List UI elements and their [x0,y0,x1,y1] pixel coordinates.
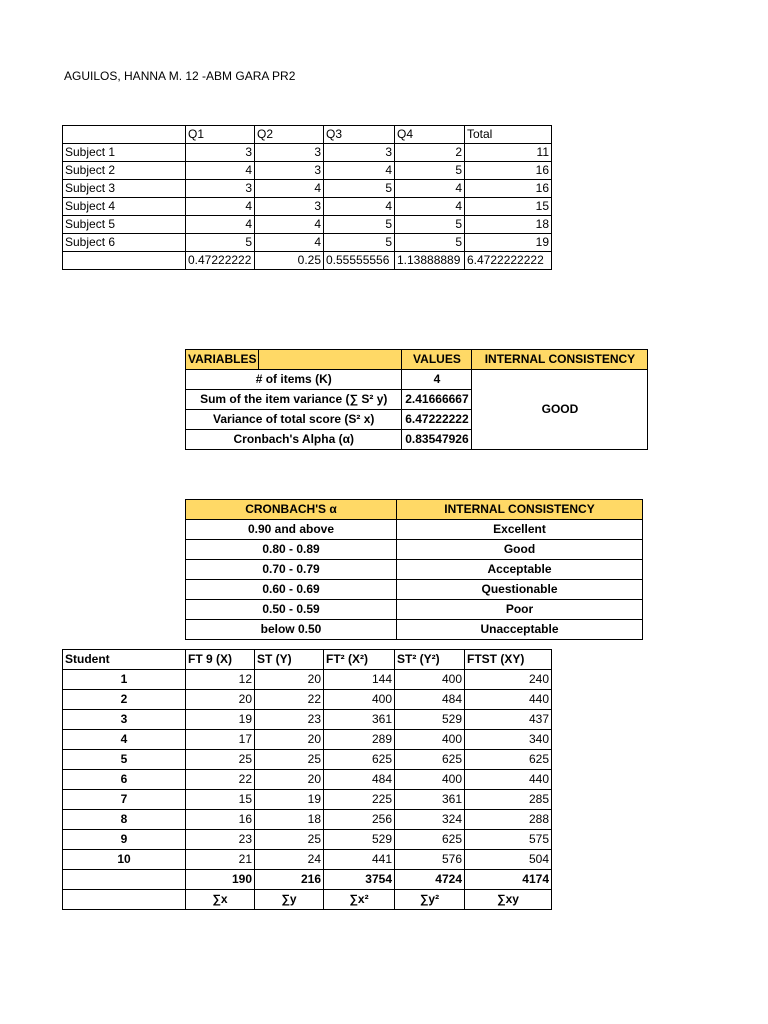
total-cell: 4174 [465,870,552,890]
subject-label: Subject 5 [63,216,186,234]
consistency-label: Acceptable [397,560,643,580]
score-cell: 4 [186,198,255,216]
score-cell: 4 [186,162,255,180]
sum-symbol: ∑x² [324,890,395,910]
header-cell: FT 9 (X) [186,650,255,670]
table-header-row [63,126,552,144]
score-cell: 4 [395,180,465,198]
score-cell: 3 [324,144,395,162]
data-cell: 225 [324,790,395,810]
data-cell: 361 [324,710,395,730]
score-cell: 4 [255,180,324,198]
alpha-range: below 0.50 [186,620,397,640]
sum-symbol: ∑xy [465,890,552,910]
score-cell: 3 [255,198,324,216]
consistency-label: Excellent [397,520,643,540]
alpha-range: 0.90 and above [186,520,397,540]
sum-symbol: ∑x [186,890,255,910]
total-cell: 216 [255,870,324,890]
score-cell: 4 [395,198,465,216]
data-cell: 529 [324,830,395,850]
data-cell: 340 [465,730,552,750]
subject-label: Subject 3 [63,180,186,198]
subject-label: Subject 1 [63,144,186,162]
table-row [186,580,643,600]
total-cell: 11 [465,144,552,162]
table-row [63,730,552,750]
table-row [63,234,552,252]
table-row [63,690,552,710]
table-row [63,790,552,810]
data-cell: 400 [395,670,465,690]
data-cell: 575 [465,830,552,850]
score-cell: 4 [324,162,395,180]
header-cell: ST² (Y²) [395,650,465,670]
student-number: 3 [63,710,186,730]
data-cell: 20 [255,670,324,690]
data-cell: 441 [324,850,395,870]
subject-label: Subject 2 [63,162,186,180]
document-header: AGUILOS, HANNA M. 12 -ABM GARA PR2 [64,69,296,83]
score-cell: 2 [395,144,465,162]
header-cell: Q1 [186,126,255,144]
table-row [186,560,643,580]
variance-cell: 0.47222222 [186,252,255,270]
variable-label: Cronbach's Alpha (α) [186,430,402,450]
data-cell: 240 [465,670,552,690]
subject-label: Subject 6 [63,234,186,252]
data-cell: 625 [324,750,395,770]
empty-cell [63,890,186,910]
data-cell: 19 [186,710,255,730]
header-cell: CRONBACH'S α [186,500,397,520]
sum-symbol: ∑y² [395,890,465,910]
data-cell: 20 [255,730,324,750]
total-cell: 18 [465,216,552,234]
score-cell: 4 [255,234,324,252]
header-cell: Total [465,126,552,144]
header-cell: FTST (XY) [465,650,552,670]
student-number: 7 [63,790,186,810]
header-cell: INTERNAL CONSISTENCY [472,350,648,370]
data-cell: 144 [324,670,395,690]
empty-cell [63,870,186,890]
value-cell: 0.83547926 [402,430,472,450]
score-cell: 5 [395,162,465,180]
consistency-label: Questionable [397,580,643,600]
score-cell: 4 [324,198,395,216]
alpha-range: 0.80 - 0.89 [186,540,397,560]
header-cell: ST (Y) [255,650,324,670]
data-cell: 625 [465,750,552,770]
data-cell: 484 [324,770,395,790]
student-number: 10 [63,850,186,870]
variance-cell: 1.13888889 [395,252,465,270]
data-cell: 437 [465,710,552,730]
student-scores-table [62,649,552,910]
data-cell: 20 [255,770,324,790]
header-cell: Q4 [395,126,465,144]
variable-label: Sum of the item variance (∑ S² y) [186,390,402,410]
data-cell: 21 [186,850,255,870]
data-cell: 285 [465,790,552,810]
table-row [63,750,552,770]
score-cell: 3 [255,144,324,162]
data-cell: 23 [186,830,255,850]
alpha-range: 0.60 - 0.69 [186,580,397,600]
cronbach-variables-table [185,349,648,450]
consistency-label: Unacceptable [397,620,643,640]
score-cell: 3 [255,162,324,180]
variance-row [63,252,552,270]
table-row [63,162,552,180]
header-cell: INTERNAL CONSISTENCY [397,500,643,520]
score-cell: 5 [395,234,465,252]
header-cell: Student [63,650,186,670]
data-cell: 576 [395,850,465,870]
table-row [63,180,552,198]
cronbach-scale-table [185,499,643,640]
data-cell: 625 [395,830,465,850]
subject-label: Subject 4 [63,198,186,216]
data-cell: 23 [255,710,324,730]
total-cell: 3754 [324,870,395,890]
data-cell: 625 [395,750,465,770]
data-cell: 289 [324,730,395,750]
variance-cell: 0.55555556 [324,252,395,270]
table-row [186,540,643,560]
consistency-result: GOOD [472,370,648,450]
score-cell: 5 [186,234,255,252]
data-cell: 25 [255,750,324,770]
header-cell: Q3 [324,126,395,144]
student-number: 9 [63,830,186,850]
student-number: 5 [63,750,186,770]
table-row [63,810,552,830]
data-cell: 19 [255,790,324,810]
data-cell: 400 [395,730,465,750]
score-cell: 5 [324,216,395,234]
table-row [186,370,648,390]
item-scores-table [62,125,552,270]
total-cell: 15 [465,198,552,216]
symbols-row [63,890,552,910]
table-row [186,600,643,620]
table-row [63,710,552,730]
data-cell: 440 [465,690,552,710]
data-cell: 25 [186,750,255,770]
header-cell [259,350,402,370]
score-cell: 3 [186,180,255,198]
table-row [63,216,552,234]
data-cell: 529 [395,710,465,730]
value-cell: 2.41666667 [402,390,472,410]
score-cell: 5 [324,234,395,252]
consistency-label: Good [397,540,643,560]
table-row [63,670,552,690]
variance-cell: 6.4722222222 [465,252,552,270]
total-cell: 16 [465,162,552,180]
data-cell: 24 [255,850,324,870]
empty-cell [63,252,186,270]
sum-symbol: ∑y [255,890,324,910]
data-cell: 440 [465,770,552,790]
student-number: 6 [63,770,186,790]
data-cell: 12 [186,670,255,690]
header-cell: FT² (X²) [324,650,395,670]
data-cell: 22 [255,690,324,710]
score-cell: 4 [186,216,255,234]
totals-row [63,870,552,890]
table-header-row [186,350,648,370]
table-row [63,770,552,790]
table-header-row [186,500,643,520]
header-cell: Q2 [255,126,324,144]
student-number: 8 [63,810,186,830]
table-row [63,198,552,216]
data-cell: 16 [186,810,255,830]
score-cell: 5 [324,180,395,198]
score-cell: 5 [395,216,465,234]
total-cell: 190 [186,870,255,890]
header-cell: VARIABLES [186,350,259,370]
alpha-range: 0.50 - 0.59 [186,600,397,620]
data-cell: 361 [395,790,465,810]
data-cell: 25 [255,830,324,850]
alpha-range: 0.70 - 0.79 [186,560,397,580]
data-cell: 15 [186,790,255,810]
data-cell: 400 [324,690,395,710]
data-cell: 288 [465,810,552,830]
data-cell: 17 [186,730,255,750]
table-row [63,144,552,162]
table-row [63,830,552,850]
table-row [186,620,643,640]
student-number: 4 [63,730,186,750]
total-cell: 4724 [395,870,465,890]
variable-label: Variance of total score (S² x) [186,410,402,430]
data-cell: 324 [395,810,465,830]
student-number: 1 [63,670,186,690]
value-cell: 6.47222222 [402,410,472,430]
score-cell: 3 [186,144,255,162]
total-cell: 16 [465,180,552,198]
variable-label: # of items (K) [186,370,402,390]
value-cell: 4 [402,370,472,390]
data-cell: 18 [255,810,324,830]
data-cell: 20 [186,690,255,710]
student-number: 2 [63,690,186,710]
table-row [186,520,643,540]
data-cell: 504 [465,850,552,870]
data-cell: 484 [395,690,465,710]
header-cell [63,126,186,144]
table-row [63,850,552,870]
score-cell: 4 [255,216,324,234]
table-header-row [63,650,552,670]
consistency-label: Poor [397,600,643,620]
data-cell: 256 [324,810,395,830]
total-cell: 19 [465,234,552,252]
data-cell: 22 [186,770,255,790]
data-cell: 400 [395,770,465,790]
header-cell: VALUES [402,350,472,370]
variance-cell: 0.25 [255,252,324,270]
